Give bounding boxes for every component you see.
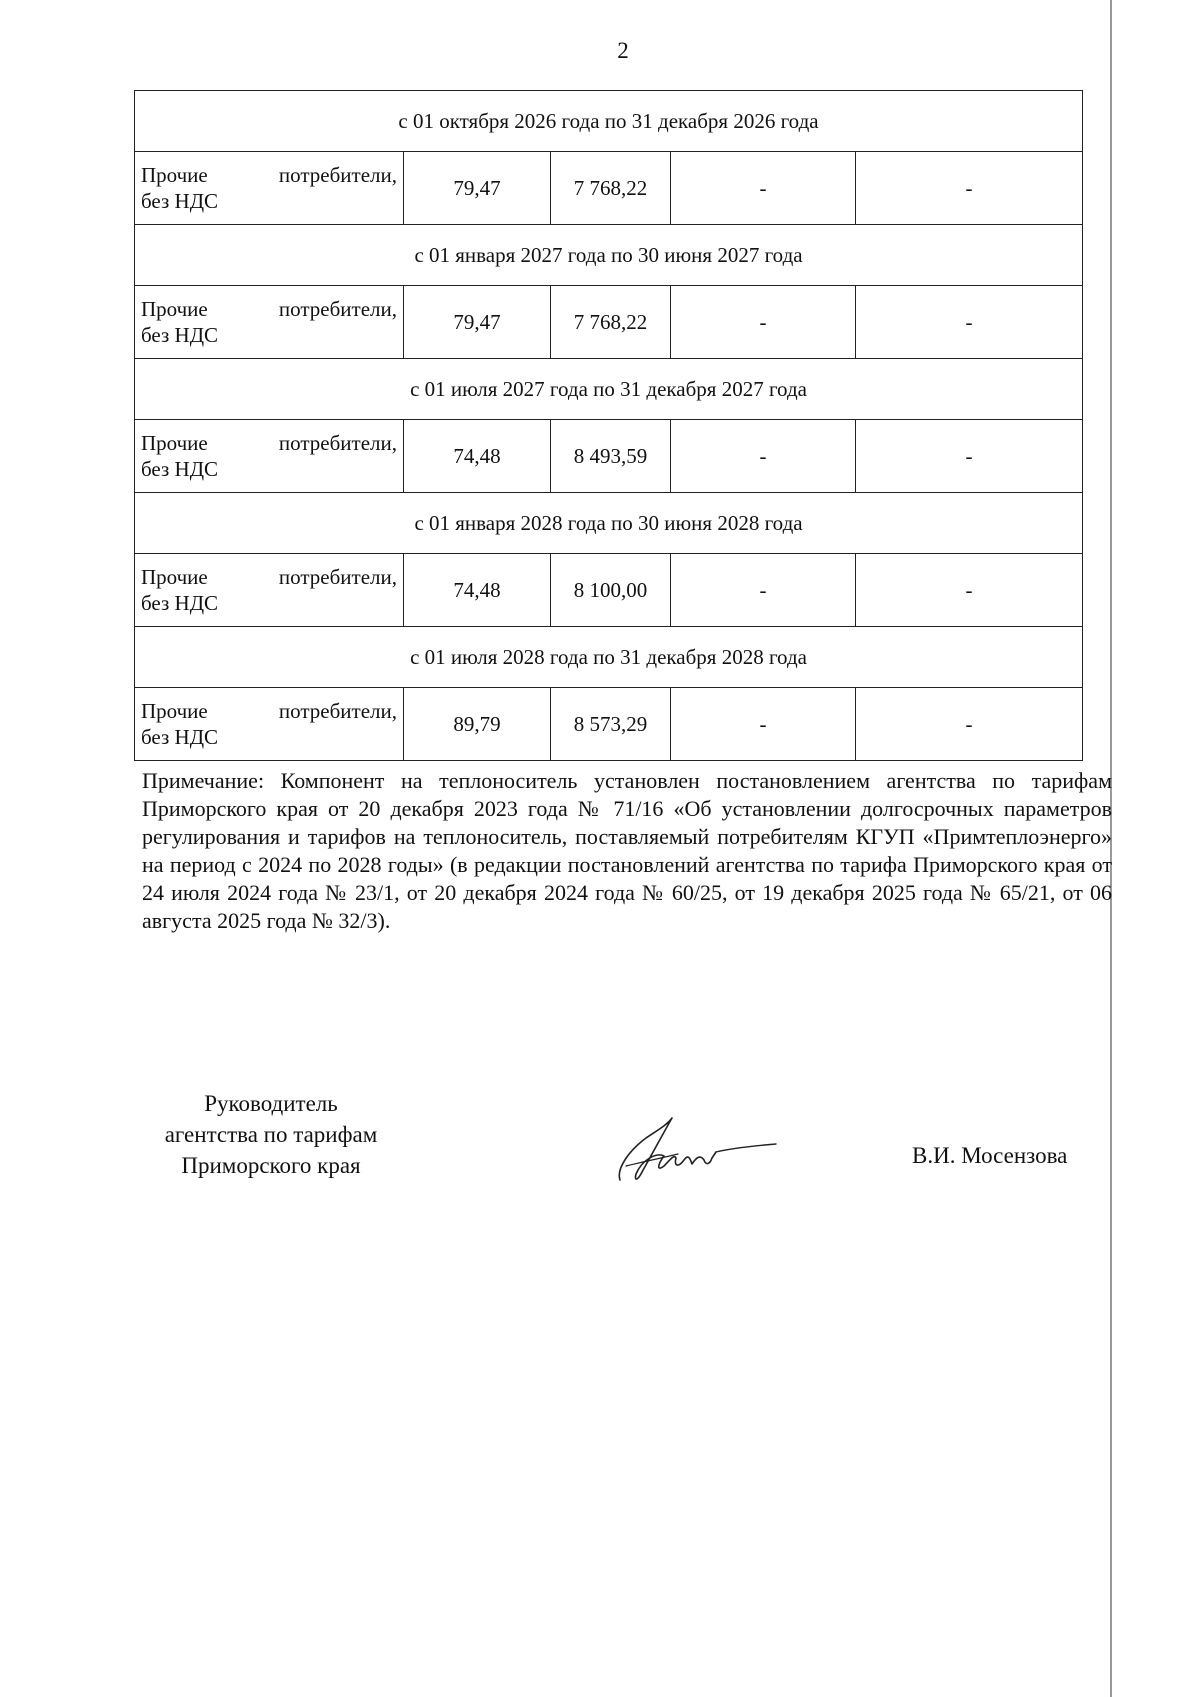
tariff-value-cell: 8 100,00 bbox=[551, 554, 671, 627]
consumer-cell bbox=[135, 688, 404, 761]
consumer-cell bbox=[135, 152, 404, 225]
period-row bbox=[135, 627, 1083, 688]
consumer-line1 bbox=[141, 698, 397, 724]
period-label: с 01 июля 2028 года по 31 декабря 2028 года bbox=[135, 627, 1083, 688]
consumer-word1: Прочие bbox=[141, 297, 208, 321]
consumer-word1: Прочие bbox=[141, 163, 208, 187]
empty-value-cell: - bbox=[671, 554, 856, 627]
table-row bbox=[135, 554, 1083, 627]
tariff-value-cell: 79,47 bbox=[404, 286, 551, 359]
consumer-word1: Прочие bbox=[141, 431, 208, 455]
empty-value-cell: - bbox=[671, 688, 856, 761]
period-label: с 01 января 2028 года по 30 июня 2028 года bbox=[135, 493, 1083, 554]
period-row bbox=[135, 359, 1083, 420]
tariff-table bbox=[134, 90, 1083, 761]
tariff-value-cell: 79,47 bbox=[404, 152, 551, 225]
consumer-word2: потребители, bbox=[278, 565, 397, 589]
tariff-value-cell: 74,48 bbox=[404, 420, 551, 493]
period-label: с 01 октября 2026 года по 31 декабря 2026 года bbox=[135, 91, 1083, 152]
consumer-cell bbox=[135, 554, 404, 627]
empty-value-cell: - bbox=[856, 420, 1083, 493]
consumer-line2: без НДС bbox=[141, 591, 219, 615]
consumer-cell bbox=[135, 286, 404, 359]
signer-name: В.И. Мосензова bbox=[912, 1143, 1068, 1168]
empty-value-cell: - bbox=[856, 688, 1083, 761]
signer-position bbox=[130, 1088, 412, 1181]
tariff-value-cell: 7 768,22 bbox=[551, 286, 671, 359]
consumer-line1 bbox=[141, 162, 397, 188]
empty-value-cell: - bbox=[856, 286, 1083, 359]
consumer-word2: потребители, bbox=[278, 163, 397, 187]
signer-position-line2: агентства по тарифам bbox=[164, 1122, 378, 1147]
empty-value-cell: - bbox=[856, 554, 1083, 627]
tariff-value-cell: 74,48 bbox=[404, 554, 551, 627]
consumer-word2: потребители, bbox=[278, 431, 397, 455]
table-row bbox=[135, 420, 1083, 493]
consumer-line1 bbox=[141, 430, 397, 456]
period-label: с 01 июля 2027 года по 31 декабря 2027 года bbox=[135, 359, 1083, 420]
consumer-line2: без НДС bbox=[141, 189, 219, 213]
consumer-word2: потребители, bbox=[278, 699, 397, 723]
table-row bbox=[135, 152, 1083, 225]
tariff-value-cell: 7 768,22 bbox=[551, 152, 671, 225]
empty-value-cell: - bbox=[856, 152, 1083, 225]
empty-value-cell: - bbox=[671, 152, 856, 225]
period-row bbox=[135, 493, 1083, 554]
consumer-line2: без НДС bbox=[141, 457, 219, 481]
empty-value-cell: - bbox=[671, 420, 856, 493]
period-label: с 01 января 2027 года по 30 июня 2027 года bbox=[135, 225, 1083, 286]
tariff-table-body bbox=[135, 91, 1083, 761]
consumer-cell bbox=[135, 420, 404, 493]
consumer-line2: без НДС bbox=[141, 725, 219, 749]
consumer-line1 bbox=[141, 296, 397, 322]
signer-position-line3: Приморского края bbox=[181, 1153, 361, 1178]
period-row bbox=[135, 91, 1083, 152]
period-row bbox=[135, 225, 1083, 286]
consumer-line2: без НДС bbox=[141, 323, 219, 347]
consumer-line1 bbox=[141, 564, 397, 590]
tariff-value-cell: 8 493,59 bbox=[551, 420, 671, 493]
page-number: 2 bbox=[617, 38, 629, 63]
tariff-value-cell: 89,79 bbox=[404, 688, 551, 761]
tariff-value-cell: 8 573,29 bbox=[551, 688, 671, 761]
table-row bbox=[135, 286, 1083, 359]
empty-value-cell: - bbox=[671, 286, 856, 359]
consumer-word1: Прочие bbox=[141, 565, 208, 589]
signer-position-line1: Руководитель bbox=[204, 1091, 338, 1116]
handwritten-signature bbox=[612, 1108, 782, 1188]
consumer-word2: потребители, bbox=[278, 297, 397, 321]
note-paragraph: Примечание: Компонент на теплоноситель установлен постановлением агентства по тарифам Приморского края от 20 декабря 2023 года № 71/16 «Об установлении долгосрочных параметров регулирования и тарифов на теплоноситель, поставляемый потребителям КГУП «Примтеплоэнерго» на период с 2024 по 2028 годы» (в редакции постановлений агентства по тарифа Приморского края от 24 июля 2024 года № 23/1, от 20 декабря 2024 года № 60/25, от 19 декабря 2025 года № 65/21, от 06 августа 2025 года № 32/3). bbox=[142, 768, 1112, 933]
consumer-word1: Прочие bbox=[141, 699, 208, 723]
table-row bbox=[135, 688, 1083, 761]
